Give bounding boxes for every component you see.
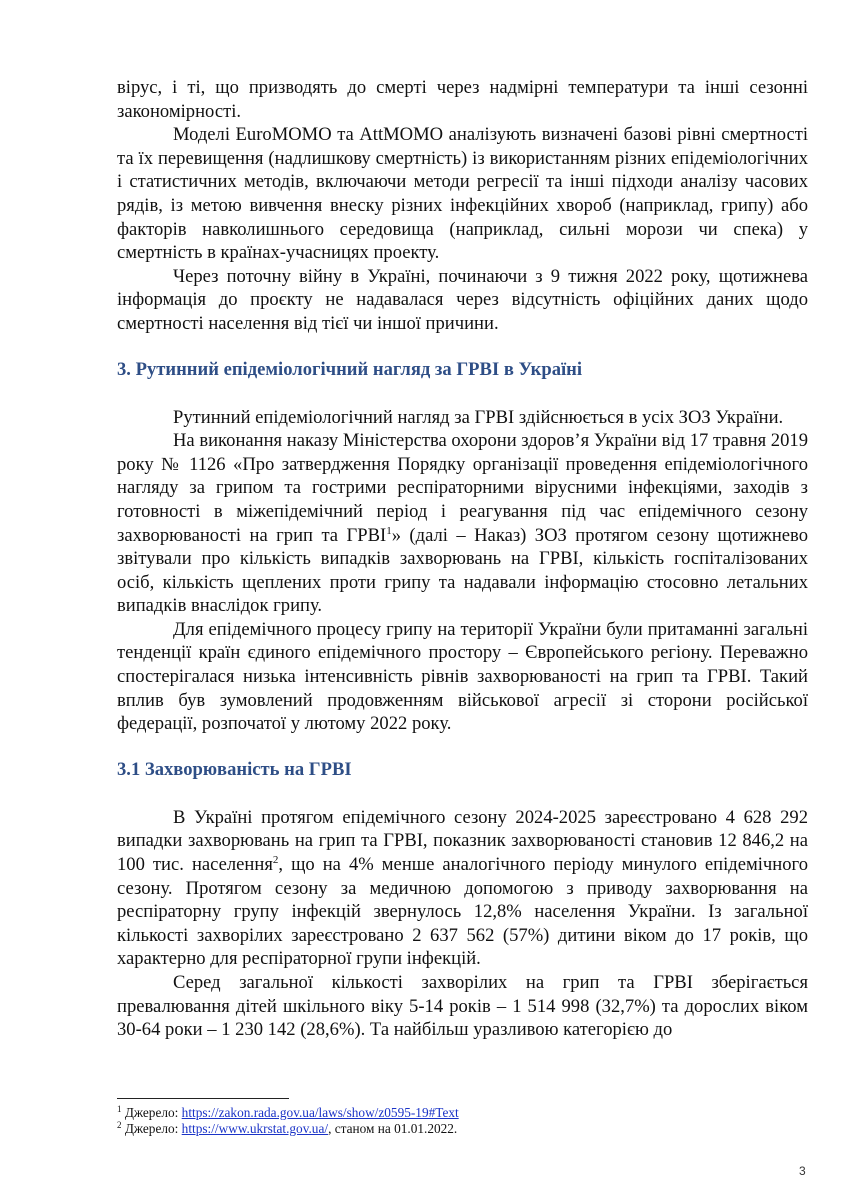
footnote-ref-2[interactable]: 2: [272, 854, 279, 867]
footnote-ref-1[interactable]: 1: [386, 524, 392, 537]
paragraph-order-1126: [117, 429, 808, 618]
footnote-label: Джерело:: [124, 1120, 182, 1136]
footnote-suffix: , станом на 01.01.2022.: [328, 1120, 458, 1136]
footnote-number: 2: [117, 1119, 122, 1130]
footnote-label: Джерело:: [124, 1105, 182, 1120]
order-text-b: » (далі – Наказ) ЗОЗ протягом сезону щотижнево звітували про кількість випадків захворювань на ГРВІ, кількість госпіталізованих осіб, кількість щеплених проти грипу та надавали інформацію стосовно летальних випадків внаслідок грипу.: [117, 524, 808, 617]
footnote-link-zakon[interactable]: https://zakon.rada.gov.ua/laws/show/z0595-19#Text: [181, 1105, 459, 1120]
section-3-1-heading: 3.1 Захворюваність на ГРВІ: [117, 758, 352, 780]
paragraph-incidence-stats: [117, 806, 808, 971]
footnotes: [117, 1098, 808, 1136]
paragraph-age-groups: Серед загальної кількості захворілих на грип та ГРВІ зберігається превалювання дітей шкільного віку 5-14 років – 1 514 998 (32,7%) та дорослих віком 30-64 роки – 1 230 142 (28,6%). Та найбільш уразливою категорією до: [117, 972, 808, 1041]
document-page-body: [117, 76, 808, 1042]
section-3-heading: 3. Рутинний епідеміологічний нагляд за ГРВІ в Україні: [117, 358, 583, 380]
footnote-link-ukrstat[interactable]: https://www.ukrstat.gov.ua/: [181, 1120, 329, 1136]
paragraph-continuation: вірус, і ті, що призводять до смерті через надмірні температури та інші сезонні закономірності.: [117, 77, 808, 122]
paragraph-momo-models: Моделі EuroMOMO та AttMOMO аналізують визначені базові рівні смертності та їх перевищення (надлишкову смертність) із використанням різних епідеміологічних і статистичних методів, включаючи методи регресії та інші підходи аналізу часових рядів, із метою вивчення внеску різних інфекційних хвороб (наприклад, грипу) або факторів навколишнього середовища (наприклад, сильні морози чи спека) у смертність в країнах-учасницях проекту.: [117, 124, 808, 264]
incidence-text-a: В Україні протягом епідемічного сезону 2024-2025 зареєстровано 4 628 292 випадки захворювань на грип та ГРВІ, показник захворюваності становив 12 846,2 на 100 тис. населення: [117, 806, 808, 876]
paragraph-epidemic-process: Для епідемічного процесу грипу на території України були притаманні загальні тенденції країн єдиного епідемічного простору – Європейського регіону. Переважно спостерігалася низька інтенсивність рівнів захворюваності на грип та ГРВІ. Такий вплив був зумовлений продовженням військової агресії зі сторони російської федерації, розпочатої у лютому 2022 року.: [117, 618, 808, 735]
page-number: 3: [799, 1164, 806, 1178]
footnote-divider: [117, 1098, 289, 1099]
order-text-a: На виконання наказу Міністерства охорони здоров’я України від 17 травня 2019 року № 1126 «Про затвердження Порядку організації проведення епідеміологічного нагляду за грипом та гострими респіраторними вірусними інфекціями, заходів з готовності в міжепідемічний період і реагування під час епідемічного сезону захворюваності на грип та ГРВІ: [117, 430, 808, 546]
footnote-2: [117, 1121, 808, 1137]
incidence-text-b: , що на 4% менше аналогічного періоду минулого епідемічного сезону. Протягом сезону за медичною допомогою з приводу захворювання на респіраторну групу інфекцій звернулось 12,8% населення України. Із загальної кількості захворілих зареєстровано 2 637 562 (57%) дитини віком до 17 років, що характерно для респіраторної групи інфекцій.: [117, 854, 808, 970]
footnote-1: [117, 1105, 808, 1121]
paragraph-war-data: Через поточну війну в Україні, починаючи з 9 тижня 2022 року, щотижнева інформація до проєкту не надавалася через відсутність офіційних даних щодо смертності населення від тієї чи іншої причини.: [117, 265, 808, 334]
footnote-number: 1: [117, 1104, 122, 1114]
paragraph-routine-surveillance: Рутинний епідеміологічний нагляд за ГРВІ здійснюється в усіх ЗОЗ України.: [173, 406, 784, 428]
